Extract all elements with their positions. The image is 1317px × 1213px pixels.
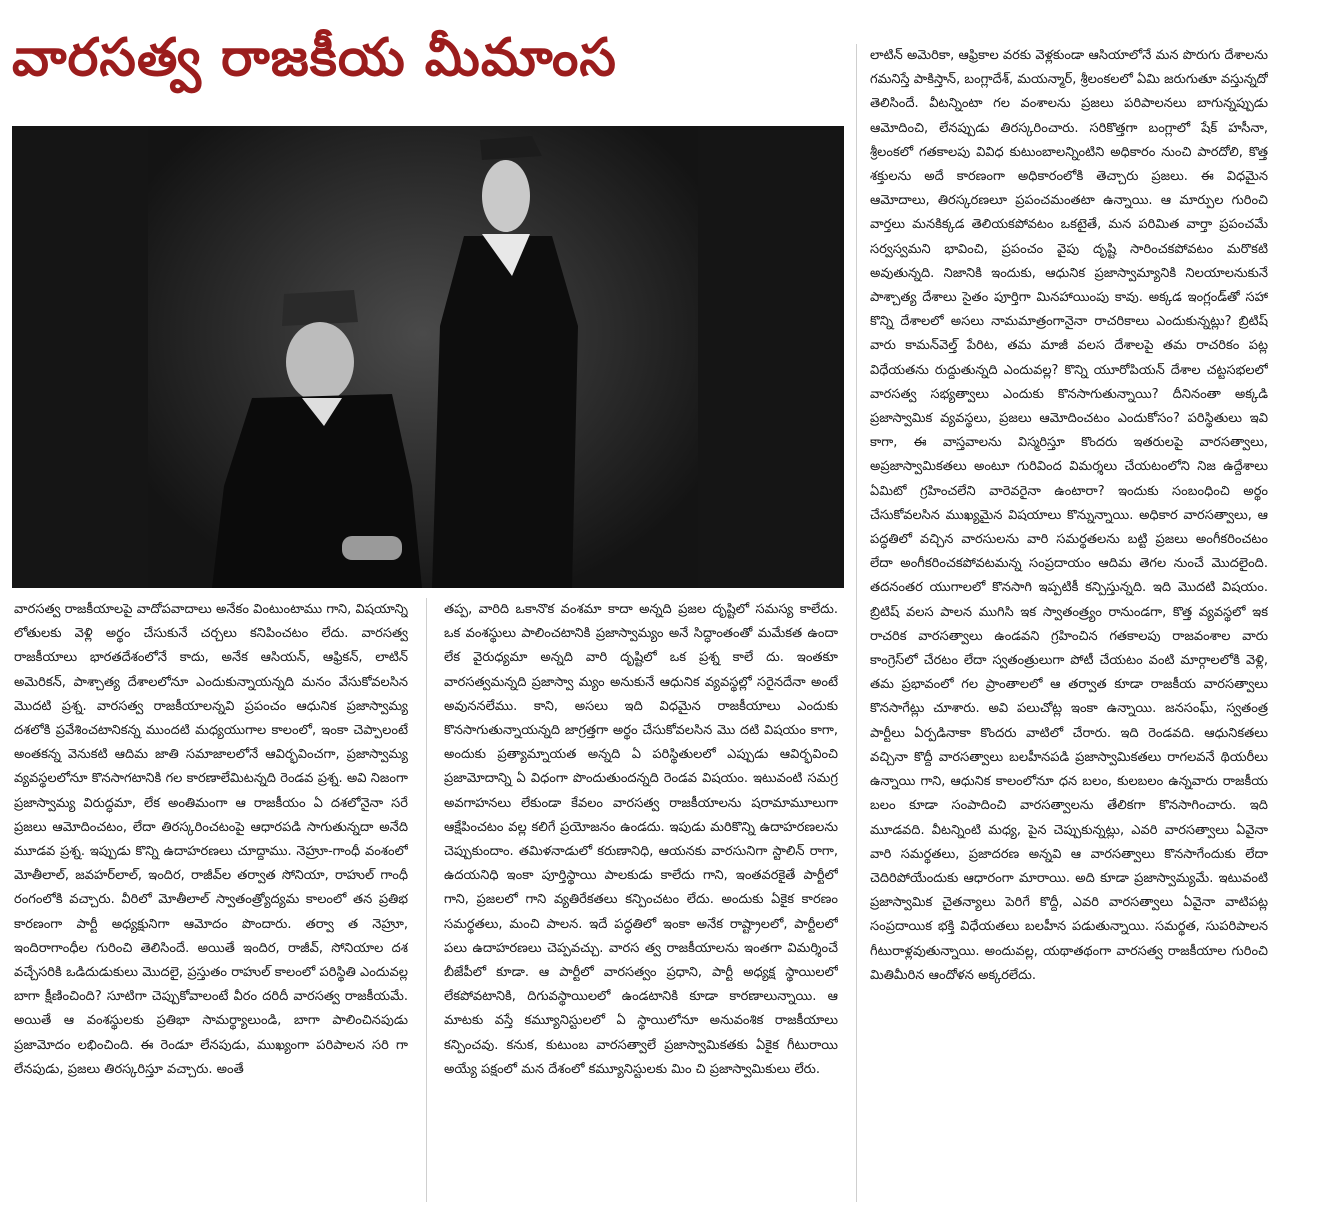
- article-column-3: [870, 44, 1268, 1208]
- photo-illustration: [12, 126, 844, 588]
- column-3-text: లాటిన్ అమెరికా, ఆఫ్రికాల వరకు వెళ్లకుండా ఆసియాలోనే మన పొరుగు దేశాలను గమనిస్తే పాకిస్తాన్, బంగ్లాదేశ్, మయన్మార్, శ్రీలంకలలో ఏమి జరుగుతూ వస్తున్నదో తెలిసిందే. వీటన్నింటా గల వంశాలను ప్రజలు పరిపాలనలు బాగున్నప్పుడు ఆమోదించి, లేనప్పుడు తిరస్కరించారు. సరికొత్తగా బంగ్లాలో షేక్ హసీనా, శ్రీలంకలో గతకాలపు వివిధ కుటుంబాలన్నింటిని అధికారం నుంచి పారదోలి, కొత్త శక్తులను అదే కారణంగా అధికారంలోకి తెచ్చారు ప్రజలు. ఈ విధమైన ఆమోదాలు, తిరస్కరణలూ ప్రపంచమంతటా ఉన్నాయి. ఆ మార్పుల గురించి వార్తలు మనకిక్కడ తెలియకపోవటం ఒకటైతే, మన పరిమిత వార్తా ప్రపంచమే సర్వస్వమని భావించి, ప్రపంచం వైపు దృష్టి సారించకపోవటం మరొకటి అవుతున్నది. నిజానికి ఇందుకు, ఆధునిక ప్రజాస్వామ్యానికి నిలయాలనుకునే పాశ్చాత్య దేశాలు సైతం పూర్తిగా మినహాయింపు కావు. అక్కడ ఇంగ్లండ్‌తో సహా కొన్ని దేశాలలో అసలు నామమాత్రంగానైనా రాచరికాలు ఎందుకున్నట్లు? బ్రిటిష్ వారు కామన్‌వెల్త్ పేరిట, తమ మాజీ వలస దేశాలపై తమ రాచరికం పట్ల విధేయతను రుద్దుతున్నది ఎందువల్ల? కొన్ని యూరోపియన్ దేశాల చట్టసభలలో వారసత్వ సభ్యత్వాలు ఎందుకు కొనసాగుతున్నాయి? దీనినంతా అక్కడి ప్రజాస్వామిక వ్యవస్థలు, ప్రజలు ఆమోదించటం ఎందుకోసం? పరిస్థితులు ఇవి కాగా, ఈ వాస్తవాలను విస్మరిస్తూ కొందరు ఇతరులపై వారసత్వాలు, అప్రజాస్వామికతలు అంటూ గురివింద విమర్శలు చేయటంలోని నిజ ఉద్దేశాలు ఏమిటో గ్రహించలేని వారెవరైనా ఉంటారా? ఇందుకు సంబంధించి అర్థం చేసుకోవలసిన ముఖ్యమైన విషయాలు కొన్నున్నాయి. అధికార వారసత్వాలు, ఆ పద్ధతిలో వచ్చిన వారసులను వారి సమర్థతలను బట్టి ప్రజలు అంగీకరించటం లేదా అంగీకరించకపోవటమన్న సంప్రదాయం ఆదిమ తెగల నుంచే మొదలైంది. తదనంతర యుగాలలో కొనసాగి ఇప్పటికీ కన్పిస్తున్నది. ఇది మొదటి విషయం. బ్రిటిష్ వలస పాలన ముగిసి ఇక స్వాతంత్ర్యం రానుండగా, కొత్త వ్యవస్థలో ఇక రాచరిక వారసత్వాలు ఉండవని గ్రహించిన గతకాలపు రాజవంశాల వారు కాంగ్రెస్‌లో చేరటం లేదా స్వతంత్రులుగా పోటీ చేయటం వంటి మార్గాలలోకి వెళ్లి, తమ ప్రభావంలో గల ప్రాంతాలలో ఆ తర్వాత కూడా రాజకీయ వారసత్వాలు కొనసాగేట్లు చూశారు. అవి పలుచోట్ల ఇంకా ఉన్నాయి. జనసంఘ్, స్వతంత్ర పార్టీలు ఏర్పడినాకా కొందరు వాటిలో చేరారు. ఇది రెండవది. ఆధునికతలు వచ్చినా కొద్దీ వారసత్వాలు బలహీనపడి ప్రజాస్వామికతలు రాగలవనే థియరీలు ఉన్నాయి గాని, ఆధునిక కాలంలోనూ ధన బలం, కులబలం ఉన్నవారు రాజకీయ బలం కూడా సంపాదించి వారసత్వాలను తేలికగా కొనసాగించారు. ఇది మూడవది. వీటన్నింటి మధ్య, పైన చెప్పుకున్నట్లు, ఎవరి వారసత్వాలు ఏవైనా వారి సమర్థతలు, ప్రజాదరణ అన్నవి ఆ వారసత్వాలు కొనసాగేందుకు లేదా చెదిరిపోయేందుకు ఆధారంగా మారాయి. అది కూడా ప్రజాస్వామ్యమే. ఇటువంటి ప్రజాస్వామిక చైతన్యాలు పెరిగే కొద్దీ, ఎవరి వారసత్వాలు ఏవైనా వాటిపట్ల సంప్రదాయిక భక్తి విధేయతలు బలహీన పడుతున్నాయి. సమర్థత, సుపరిపాలన గీటురాళ్లవుతున్నాయి. అందువల్ల, యథాతథంగా వారసత్వ రాజకీయాల గురించి మితిమీరిన ఆందోళన అక్కరలేదు.: [870, 48, 1268, 983]
- article-column-1: [14, 598, 408, 1208]
- article-column-2: [444, 598, 838, 1208]
- article-headline: వారసత్వ రాజకీయ మీమాంస: [12, 28, 617, 88]
- historic-photograph: [12, 126, 844, 588]
- column-divider: [426, 598, 427, 1202]
- column-1-text: వారసత్వ రాజకీయాలపై వాదోపవాదాలు అనేకం వింటుంటాము గాని, విషయాన్ని లోతులకు వెళ్లి అర్థం చేసుకునే చర్చలు కనిపించటం లేదు. వారసత్వ రాజకీయాలు భారతదేశంలోనే కాదు, అనేక ఆసియన్, ఆఫ్రికన్, లాటిన్ అమెరికన్, పాశ్చాత్య దేశాలలోనూ ఎందుకున్నాయన్నది మనం వేసుకోవలసిన మొదటి ప్రశ్న. వారసత్వ రాజకీయాలన్నవి ప్రపంచం ఆధునిక ప్రజాస్వామ్య దశలోకి ప్రవేశించటానికన్న ముందటి మధ్యయుగాల కాలంలో, ఇంకా చెప్పాలంటే అంతకన్న వెనుకటి ఆదిమ జాతి సమాజాలలోనే ఆవిర్భవించగా, ప్రజాస్వామ్య వ్యవస్థలలోనూ కొనసాగటానికి గల కారణాలేమిటన్నది రెండవ ప్రశ్న. అవి నిజంగా ప్రజాస్వామ్య విరుద్ధమా, లేక అంతిమంగా ఆ రాజకీయం ఏ దశలోనైనా సరే ప్రజలు ఆమోదించటం, లేదా తిరస్కరించటంపై ఆధారపడి సాగుతున్నదా అనేది మూడవ ప్రశ్న. ఇప్పుడు కొన్ని ఉదాహరణలు చూద్దాము. నెహ్రూ-గాంధీ వంశంలో మోతీలాల్, జవహర్‌లాల్, ఇందిర, రాజీవ్‌ల తర్వాత సోనియా, రాహుల్ గాంధీ రంగంలోకి వచ్చారు. వీరిలో మోతీలాల్ స్వాతంత్ర్యోద్యమ కాలంలో తన ప్రతిభ కారణంగా పార్టీ అధ్యక్షునిగా ఆమోదం పొందారు. తర్వా త నెహ్రూ, ఇందిరాగాంధీల గురించి తెలిసిందే. అయితే ఇందిర, రాజీవ్, సోనియాల దశ వచ్చేసరికి ఒడిదుడుకులు మొదలై, ప్రస్తుతం రాహుల్ కాలంలో పరిస్థితి ఎందువల్ల బాగా క్షీణించింది? సూటిగా చెప్పుకోవాలంటే వీరం దరిదీ వారసత్వ రాజకీయమే. అయితే ఆ వంశస్థులకు ప్రతిభా సామర్థ్యాలుండి, బాగా పాలించినపుడు ప్రజామోదం లభించింది. ఈ రెండూ లేనపుడు, ముఖ్యంగా పరిపాలన సరి గా లేనపుడు, ప్రజలు తిరస్కరిస్తూ వచ్చారు. అంతే: [14, 602, 408, 1077]
- column-divider: [856, 44, 857, 1202]
- column-2-text: తప్ప, వారిది ఒకానొక వంశమా కాదా అన్నది ప్రజల దృష్టిలో సమస్య కాలేదు. ఒక వంశస్థులు పాలించటానికి ప్రజాస్వామ్యం అనే సిద్ధాంతంతో మమేకత ఉందా లేక వైరుధ్యమా అన్నది వారి దృష్టిలో ఒక ప్రశ్న కాలే దు. ఇంతకూ వారసత్వమన్నది ప్రజాస్వా మ్యం అనుకునే ఆధునిక వ్యవస్థల్లో సరైనదేనా అంటే అవుననలేము. కాని, అసలు ఇది విధమైన రాజకీయాలు ఎందుకు కొనసాగుతున్నాయన్నది జాగ్రత్తగా అర్థం చేసుకోవలసిన మొ దటి విషయం కాగా, అందుకు ప్రత్యామ్నాయత అన్నది ఏ పరిస్థితులలో ఎప్పుడు ఆవిర్భవించి ప్రజామోదాన్ని ఏ విధంగా పొందుతుందన్నది రెండవ విషయం. ఇటువంటి సమగ్ర అవగాహనలు లేకుండా కేవలం వారసత్వ రాజకీయాలను షరామామూలుగా ఆక్షేపించటం వల్ల కలిగే ప్రయోజనం ఉండదు. ఇపుడు మరికొన్ని ఉదాహరణలను చెప్పుకుందాం. తమిళనాడులో కరుణానిధి, ఆయనకు వారసునిగా స్టాలిన్ రాగా, ఉదయనిధి ఇంకా పూర్తిస్థాయి పాలకుడు కాలేదు గాని, ఇంతవరకైతే పార్టీలో గాని, ప్రజలలో గాని వ్యతిరేకతలు కన్పించటం లేదు. అందుకు ఏకైక కారణం సమర్థతలు, మంచి పాలన. ఇదే పద్ధతిలో ఇంకా అనేక రాష్ట్రాలలో, పార్టీలలో పలు ఉదాహరణలు చెప్పవచ్చు. వారస త్వ రాజకీయాలను ఇంతగా విమర్శించే బీజేపీలో కూడా. ఆ పార్టీలో వారసత్వం ప్రధాని, పార్టీ అధ్యక్ష స్థాయిలలో లేకపోవటానికి, దిగువస్థాయిలలో ఉండటానికి కూడా కారణాలున్నాయి. ఆ మాటకు వస్తే కమ్యూనిస్టులలో ఏ స్థాయిలోనూ అనువంశిక రాజకీయాలు కన్పించవు. కనుక, కుటుంబ వారసత్వాలే ప్రజాస్వామికతకు ఏకైక గీటురాయి అయ్యే పక్షంలో మన దేశంలో కమ్యూనిస్టులకు మిం చి ప్రజాస్వామికులు లేరు.: [444, 602, 838, 1077]
